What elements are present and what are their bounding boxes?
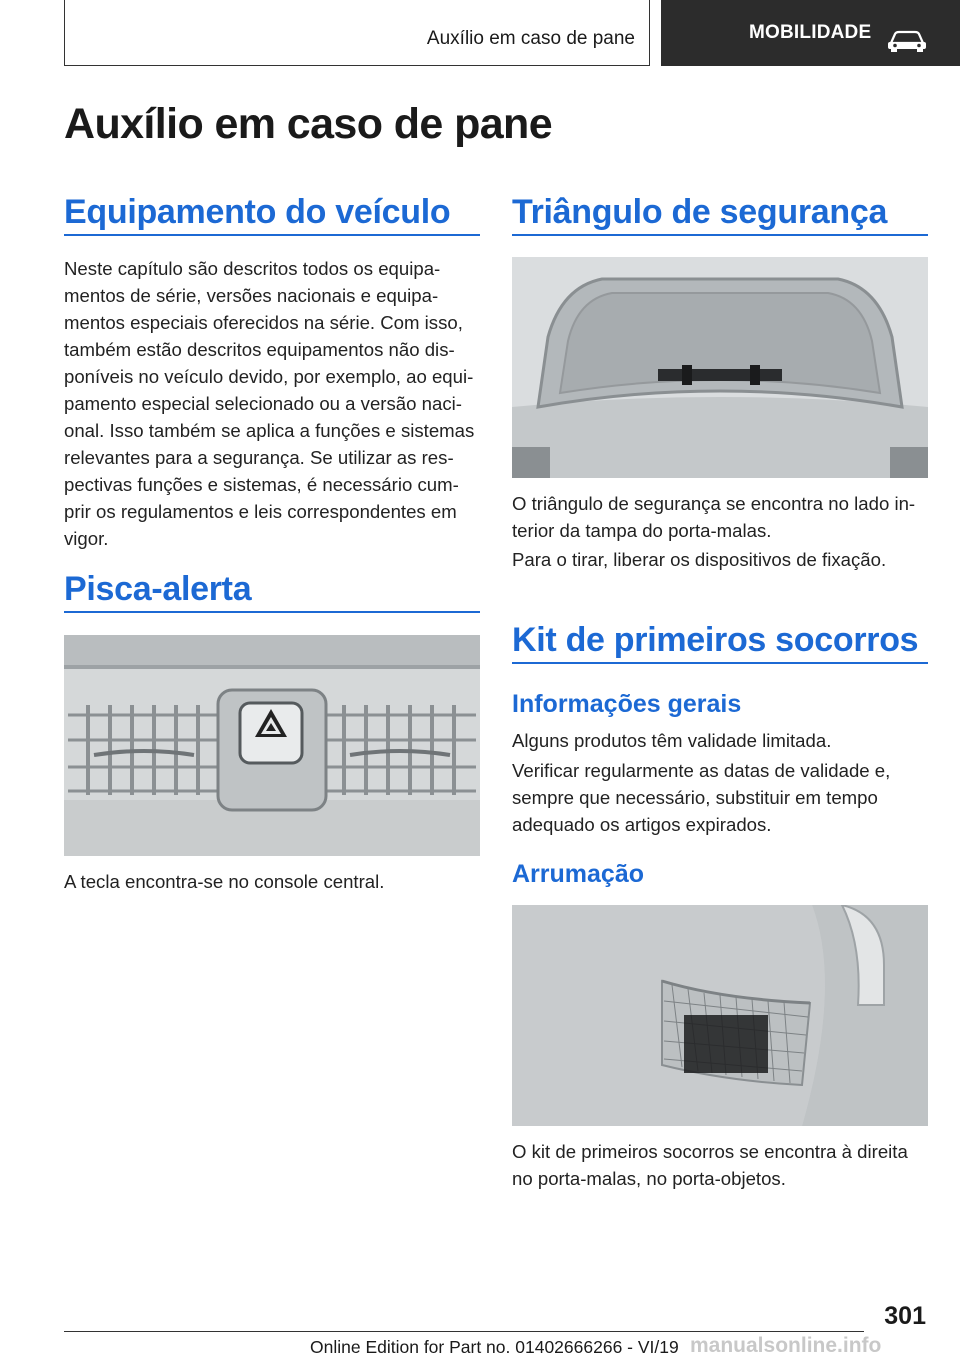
text-line: pamento especial selecionado ou a versão naci‐ xyxy=(64,393,462,414)
footer-rule xyxy=(64,1331,864,1332)
text-line: O triângulo de segurança se encontra no lado in‐ xyxy=(512,493,916,514)
hazard-caption: A tecla encontra-se no console central. xyxy=(64,871,385,892)
text-line: relevantes para a segurança. Se utilizar as res‐ xyxy=(64,447,454,468)
text-line: terior da tampa do porta-malas. xyxy=(512,520,772,541)
text-line: prir os regulamentos e leis correspondentes em xyxy=(64,501,457,522)
storage-paragraph xyxy=(512,1138,942,1192)
heading-rule xyxy=(64,611,480,613)
text-line: pectivas funções e sistemas, é necessário cum‐ xyxy=(64,474,459,495)
header-tab-label: MOBILIDADE xyxy=(749,22,872,43)
text-line: mentos de série, versões nacionais e equipa‐ xyxy=(64,285,439,306)
text-line: também estão descritos equipamentos não dis‐ xyxy=(64,339,455,360)
text-line: poníveis no veículo devido, por exemplo, ao equi‐ xyxy=(64,366,474,387)
text-line: Neste capítulo são descritos todos os equipa‐ xyxy=(64,258,441,279)
first-aid-storage-illustration xyxy=(512,905,928,1126)
text-line: sempre que necessário, substituir em tempo xyxy=(512,787,878,808)
text-line: no porta-malas, no porta-objetos. xyxy=(512,1168,786,1189)
heading-storage: Arrumação xyxy=(512,860,644,888)
heading-equipment: Equipamento do veículo xyxy=(64,193,451,231)
header-frame xyxy=(64,0,650,66)
heading-hazard: Pisca-alerta xyxy=(64,570,252,608)
page-number: 301 xyxy=(884,1302,926,1330)
text-line: onal. Isso também se aplica a funções e sistemas xyxy=(64,420,475,441)
triangle-paragraph xyxy=(512,490,942,544)
heading-general-info: Informações gerais xyxy=(512,690,742,718)
text-line: adequado os artigos expirados. xyxy=(512,814,772,835)
header-section-title: Auxílio em caso de pane xyxy=(426,28,635,49)
page-title: Auxílio em caso de pane xyxy=(64,100,553,148)
footer-edition: Online Edition for Part no. 01402666266 - VI/19 xyxy=(310,1337,679,1357)
car-icon xyxy=(886,29,928,53)
general-paragraph-1: Alguns produtos têm validade limitada. xyxy=(512,730,832,751)
text-line: Verificar regularmente as datas de validade e, xyxy=(512,760,891,781)
heading-rule xyxy=(64,234,480,236)
triangle-removal-paragraph: Para o tirar, liberar os dispositivos de fixação. xyxy=(512,549,887,570)
text-line: vigor. xyxy=(64,528,109,549)
heading-triangle: Triângulo de segurança xyxy=(512,193,888,231)
header-tab-mobilidade[interactable] xyxy=(661,0,960,66)
hazard-button-illustration xyxy=(64,635,480,856)
heading-first-aid: Kit de primeiros socorros xyxy=(512,621,919,659)
footer-watermark: manualsonline.info xyxy=(690,1334,882,1357)
text-line: mentos especiais oferecidos na série. Com isso, xyxy=(64,312,463,333)
text-line: O kit de primeiros socorros se encontra à direita xyxy=(512,1141,908,1162)
equipment-paragraph xyxy=(64,255,484,552)
heading-rule xyxy=(512,234,928,236)
general-paragraph-2 xyxy=(512,757,942,838)
heading-rule xyxy=(512,662,928,664)
warning-triangle-illustration xyxy=(512,257,928,478)
